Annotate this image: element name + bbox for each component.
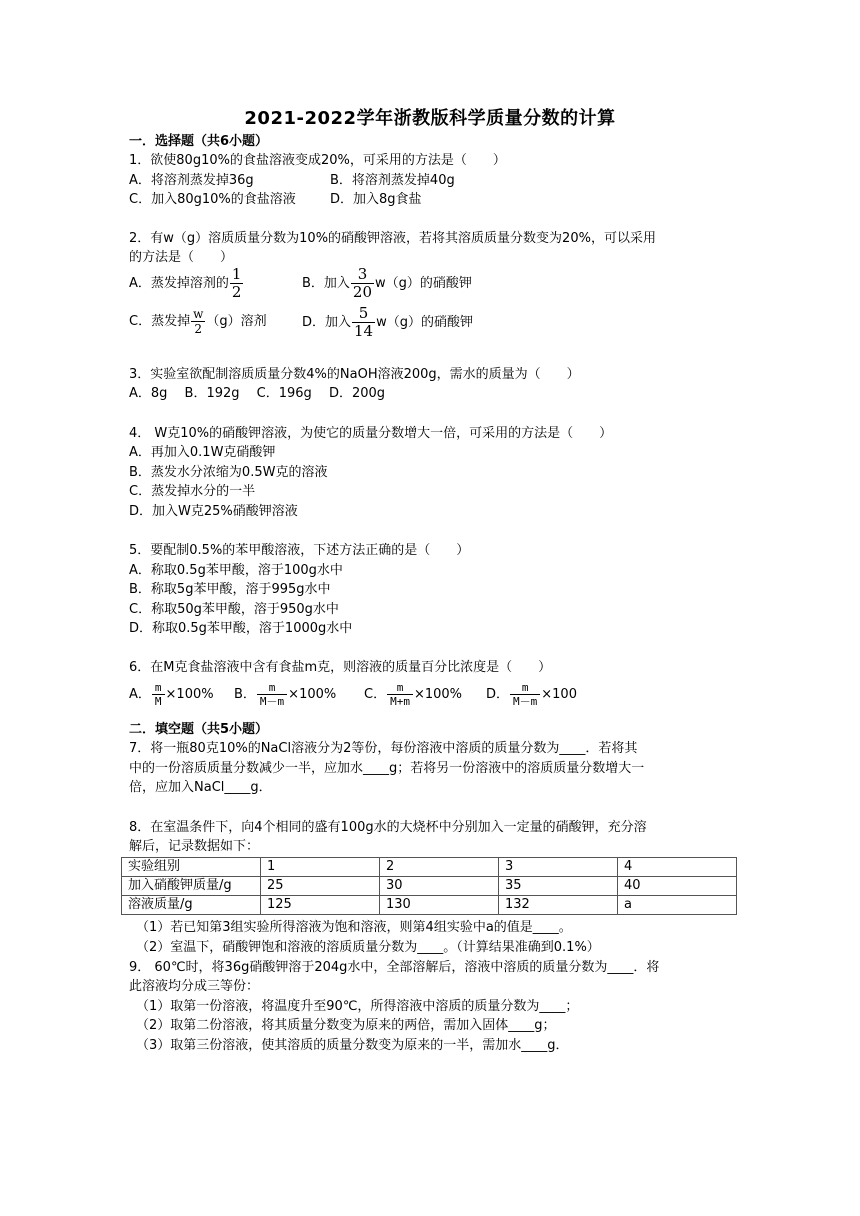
page-title: 2021-2022学年浙教版科学质量分数的计算 — [244, 108, 616, 129]
table-cell: 132 — [499, 896, 618, 915]
question-9-line2: 此溶液均分成三等份： — [129, 979, 260, 994]
question-2-option-c — [129, 307, 267, 336]
option-c-text: C．蒸发掉 — [129, 314, 191, 329]
fraction: $\frac{5}{14}$ — [354, 304, 374, 340]
question-6-option-c: C． $\frac{m}{M+m}$ ×100% — [364, 681, 463, 708]
question-8-line1: 8．在室温条件下，向4个相同的盛有100g水的大烧杯中分别加入一定量的硝酸钾，充分溶 — [129, 820, 647, 835]
question-4-option-c: C．蒸发掉水分的一半 — [129, 484, 256, 499]
question-3-options: A．8g B．192g C．196g D．200g — [129, 386, 386, 401]
fraction: $\frac{3}{20}$ — [352, 265, 373, 301]
question-9-sub3: （3）取第三份溶液，使其溶质的质量分数变为原来的一半，需加水____g． — [136, 1038, 569, 1053]
question-6-option-a: A． $\frac{m}{M}$ ×100% — [129, 681, 214, 708]
question-4-option-a: A．再加入0.1W克硝酸钾 — [129, 445, 276, 460]
question-5-option-d: D．称取0.5g苯甲酸，溶于1000g水中 — [129, 621, 353, 636]
table-cell: 40 — [618, 877, 737, 896]
question-1-stem: 1．欲使80g10%的食盐溶液变成20%，可采用的方法是（ ） — [129, 153, 506, 168]
question-5-stem: 5．要配制0.5%的苯甲酸溶液，下述方法正确的是（ ） — [129, 543, 470, 558]
question-8-line2: 解后，记录数据如下： — [129, 839, 260, 854]
question-2-option-d — [302, 305, 473, 340]
question-6-option-d: D． $\frac{m}{M-m}$ ×100 — [486, 681, 577, 708]
fraction: $\frac{w}{2}$ — [193, 307, 204, 336]
question-1-option-d: D．加入8g食盐 — [330, 192, 422, 207]
table-cell: 3 — [499, 858, 618, 877]
question-9-line1: 9． 60℃时，将36g硝酸钾溶于204g水中，全部溶解后，溶液中溶质的质量分数为____．将 — [129, 960, 660, 975]
table-cell: 30 — [380, 877, 499, 896]
table-cell: a — [618, 896, 737, 915]
question-6-option-b: B． $\frac{m}{M-m}$ ×100% — [234, 681, 337, 708]
option-d-text: D．加入 — [302, 315, 352, 330]
question-5-option-a: A．称取0.5g苯甲酸，溶于100g水中 — [129, 563, 343, 578]
option-d-suffix: w（g）的硝酸钾 — [376, 315, 473, 330]
table-cell: 2 — [380, 858, 499, 877]
question-7-line1: 7．将一瓶80克10%的NaCl溶液分为2等份，每份溶液中溶质的质量分数为____．若将其 — [129, 741, 638, 756]
section-heading-choice: 一．选择题（共6小题） — [129, 134, 269, 149]
question-5-option-c: C．称取50g苯甲酸，溶于950g水中 — [129, 602, 339, 617]
fraction: $\frac{1}{2}$ — [231, 265, 242, 301]
question-2-option-a — [129, 266, 244, 301]
option-a-text: A．蒸发掉溶剂的 — [129, 276, 229, 291]
question-7-line2: 中的一份溶质质量分数减少一半，应加水____g；若将另一份溶液中的溶质质量分数增大一 — [129, 761, 645, 776]
table-cell: 130 — [380, 896, 499, 915]
table-cell: 溶液质量/g — [122, 896, 261, 915]
data-table — [121, 857, 737, 915]
question-5-option-b: B．称取5g苯甲酸，溶于995g水中 — [129, 582, 331, 597]
table-row — [122, 896, 737, 915]
fraction: $\frac{m}{M+m}$ — [387, 681, 413, 708]
question-2-option-b — [302, 266, 472, 301]
table-cell: 加入硝酸钾质量/g — [122, 877, 261, 896]
question-1-option-c: C．加入80g10%的食盐溶液 — [129, 192, 296, 207]
question-1-option-a: A．将溶剂蒸发掉36g — [129, 173, 254, 188]
fraction: $\frac{m}{M-m}$ — [510, 681, 540, 708]
table-cell: 25 — [261, 877, 380, 896]
fraction: $\frac{m}{M-m}$ — [257, 681, 287, 708]
question-4-option-d: D．加入W克25%硝酸钾溶液 — [129, 504, 298, 519]
question-9-sub1: （1）取第一份溶液，将温度升至90℃，所得溶液中溶质的质量分数为____； — [136, 999, 579, 1014]
fraction: $\frac{m}{M}$ — [152, 681, 165, 708]
question-2-stem-line1: 2．有w（g）溶质质量分数为10%的硝酸钾溶液，若将其溶质质量分数变为20%，可以采用 — [129, 231, 656, 246]
option-b-suffix: w（g）的硝酸钾 — [375, 276, 472, 291]
question-4-stem: 4． W克10%的硝酸钾溶液，为使它的质量分数增大一倍，可采用的方法是（ ） — [129, 426, 613, 441]
table-cell: 实验组别 — [122, 858, 261, 877]
table-cell: 1 — [261, 858, 380, 877]
question-3-stem: 3．实验室欲配制溶质质量分数4%的NaOH溶液200g，需水的质量为（ ） — [129, 367, 580, 382]
question-6-stem: 6．在M克食盐溶液中含有食盐m克，则溶液的质量百分比浓度是（ ） — [129, 660, 552, 675]
table-cell: 4 — [618, 858, 737, 877]
option-c-suffix: （g）溶剂 — [206, 314, 267, 329]
section-heading-fill: 二．填空题（共5小题） — [129, 722, 269, 737]
question-9-sub2: （2）取第二份溶液，将其质量分数变为原来的两倍，需加入固体____g； — [136, 1018, 556, 1033]
question-2-stem-line2: 的方法是（ ） — [129, 250, 234, 265]
question-7-line3: 倍，应加入NaCl____g． — [129, 780, 272, 795]
table-cell: 35 — [499, 877, 618, 896]
table-row — [122, 877, 737, 896]
question-8-sub2: （2）室温下，硝酸钾饱和溶液的溶质质量分数为____。（计算结果准确到0.1%） — [136, 940, 600, 955]
table-row — [122, 858, 737, 877]
question-8-sub1: （1）若已知第3组实验所得溶液为饱和溶液，则第4组实验中a的值是____。 — [136, 920, 572, 935]
question-4-option-b: B．蒸发水分浓缩为0.5W克的溶液 — [129, 465, 328, 480]
table-cell: 125 — [261, 896, 380, 915]
option-b-text: B．加入 — [302, 276, 350, 291]
question-1-option-b: B．将溶剂蒸发掉40g — [330, 173, 455, 188]
